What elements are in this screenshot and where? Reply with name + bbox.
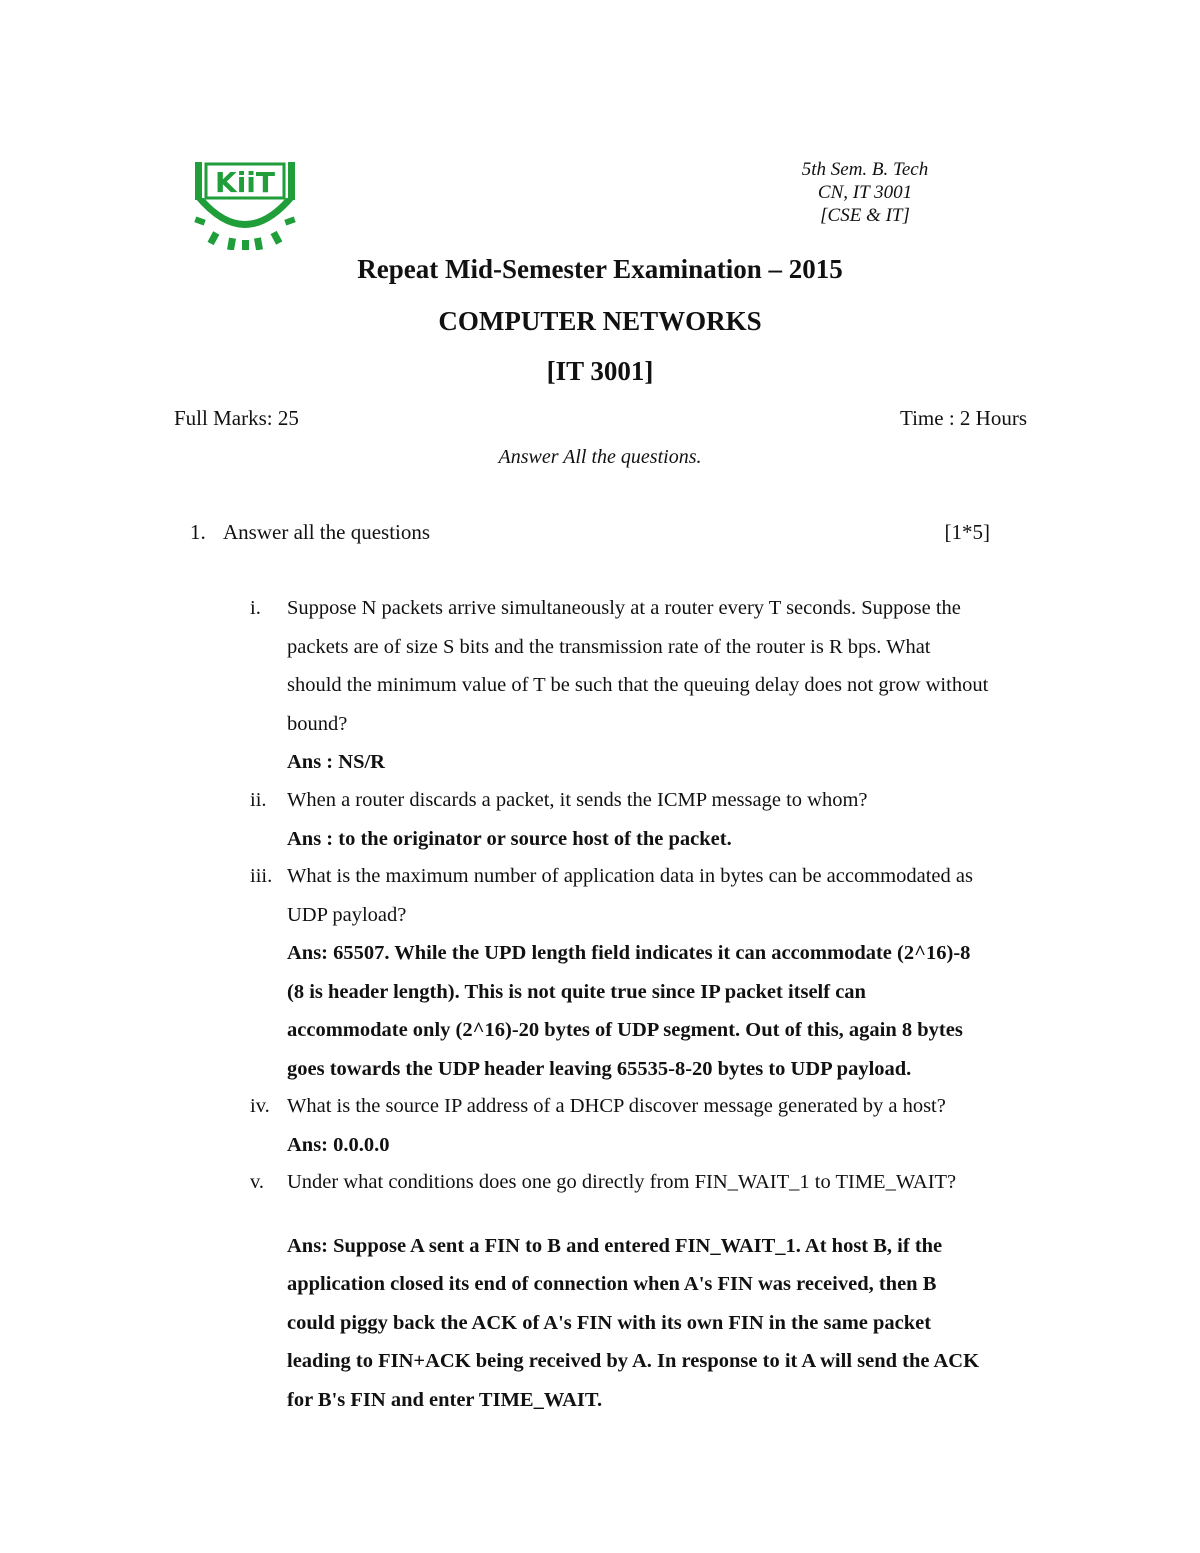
course-header [760, 158, 970, 227]
answer-line: Ans : to the originator or source host of the packet. [287, 827, 732, 850]
answer-line: Ans : NS/R [287, 751, 385, 773]
kiit-logo [190, 158, 300, 250]
answer-line: could piggy back the ACK of A's FIN with its own FIN in the same packet [287, 1311, 932, 1334]
answer-line: application closed its end of connection when A's FIN was received, then B [287, 1273, 937, 1295]
question-line: Under what conditions does one go directly from FIN_WAIT_1 to TIME_WAIT? [287, 1171, 957, 1193]
subquestion-numeral: iv. [250, 1095, 270, 1117]
logo-bar [195, 162, 202, 200]
subquestion-numeral: iii. [250, 865, 273, 887]
answer-line: goes towards the UDP header leaving 65535-8-20 bytes to UDP payload. [287, 1057, 912, 1080]
subquestion-iii [250, 857, 1050, 1088]
question-text: Answer all the questions [223, 520, 431, 544]
answer-line: Ans: Suppose A sent a FIN to B and entered FIN_WAIT_1. At host B, if the [287, 1234, 943, 1257]
question-number: 1. [190, 520, 206, 544]
answer-line: Ans: 0.0.0.0 [287, 1133, 390, 1156]
question-marks: [1*5] [944, 520, 990, 544]
instruction: Answer All the questions. [498, 446, 702, 468]
question-line: What is the maximum number of application data in bytes can be accommodated as [287, 865, 973, 887]
question-line: Suppose N packets arrive simultaneously at a router every T seconds. Suppose the [287, 597, 961, 619]
answer-line: for B's FIN and enter TIME_WAIT. [287, 1388, 603, 1411]
logo-text: KiiT [215, 166, 275, 199]
answer-line: (8 is header length). This is not quite true since IP packet itself can [287, 980, 866, 1003]
question-line: packets are of size S bits and the transmission rate of the router is R bps. What [287, 635, 931, 658]
time-allowed: Time : 2 Hours [900, 406, 1027, 430]
answer-line: Ans: 65507. While the UPD length field indicates it can accommodate (2^16)-8 [287, 942, 971, 964]
question-line: UDP payload? [287, 903, 407, 926]
answer-line: leading to FIN+ACK being received by A. In response to it A will send the ACK [287, 1350, 980, 1372]
subquestion-i [250, 589, 1050, 782]
logo-arc [195, 198, 295, 228]
subquestion-numeral: ii. [250, 789, 267, 811]
question-line: What is the source IP address of a DHCP discover message generated by a host? [287, 1095, 946, 1117]
answer-line: accommodate only (2^16)-20 bytes of UDP segment. Out of this, again 8 bytes [287, 1019, 963, 1041]
subquestion-numeral: i. [250, 597, 261, 619]
logo-bar [288, 162, 295, 200]
question-line: When a router discards a packet, it sends the ICMP message to whom? [287, 789, 868, 811]
subquestion-ii [250, 781, 1050, 858]
subquestion-iv [250, 1087, 1050, 1164]
subquestion-v [250, 1163, 1050, 1419]
semester-label: 5th Sem. B. Tech [801, 159, 929, 180]
course-code-label: CN, IT 3001 [817, 182, 913, 203]
subject-title: COMPUTER NETWORKS [438, 306, 762, 336]
full-marks: Full Marks: 25 [174, 406, 299, 430]
subquestion-numeral: v. [250, 1171, 265, 1193]
branches-label: [CSE & IT] [820, 205, 910, 226]
question-line: bound? [287, 712, 348, 735]
exam-title: Repeat Mid-Semester Examination – 2015 [357, 254, 843, 284]
subject-code-title: [IT 3001] [546, 356, 654, 386]
question-line: should the minimum value of T be such that the queuing delay does not grow without [287, 674, 989, 696]
